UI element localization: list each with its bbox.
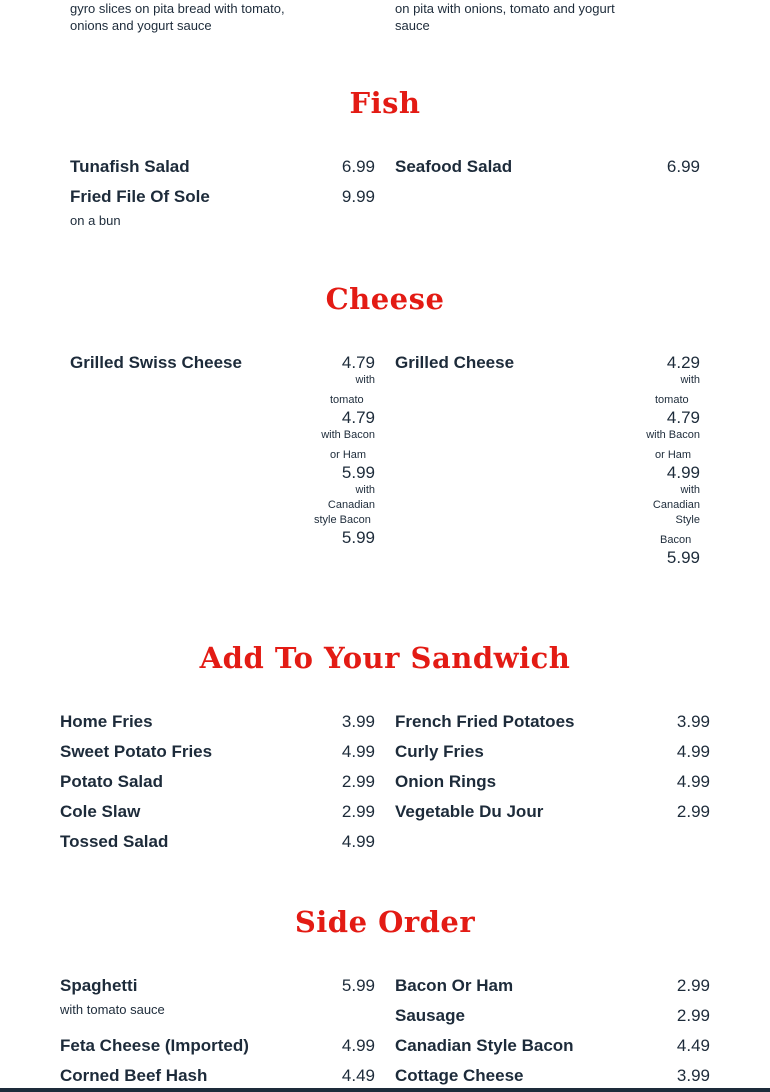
menu-item-price: 4.79 — [341, 353, 375, 372]
menu-item-description: with tomato sauce — [60, 1002, 165, 1017]
menu-item-name: Corned Beef Hash — [60, 1066, 208, 1085]
option-label: with Bacon — [646, 429, 700, 441]
option-price: 4.99 — [666, 463, 700, 482]
menu-item-price: 3.99 — [676, 712, 710, 731]
menu-item-price: 4.99 — [676, 742, 710, 761]
menu-item-price: 6.99 — [341, 157, 375, 176]
option-price: 5.99 — [341, 463, 375, 482]
cheese-left-price-column — [295, 353, 375, 548]
menu-item-name: Onion Rings — [395, 772, 497, 791]
menu-item-description: on a bun — [70, 213, 121, 228]
menu-item-price: 2.99 — [676, 802, 710, 821]
menu-item-name: Sausage — [395, 1006, 465, 1025]
option-label: with Bacon — [321, 429, 375, 441]
menu-item-name: Home Fries — [60, 712, 153, 731]
menu-item-name: Cole Slaw — [60, 802, 141, 821]
option-label: Style — [675, 514, 700, 526]
menu-item-name: Grilled Cheese — [395, 353, 515, 372]
menu-item-price: 2.99 — [676, 976, 710, 995]
menu-item-price: 2.99 — [676, 1006, 710, 1025]
side-order-heading: Side Order — [294, 905, 476, 939]
menu-item-name: Seafood Salad — [395, 157, 513, 176]
option-label: tomato — [655, 394, 689, 406]
option-label: with — [680, 484, 700, 496]
menu-item-price: 4.49 — [676, 1036, 710, 1055]
menu-item-name: French Fried Potatoes — [395, 712, 575, 731]
option-label: or Ham — [655, 449, 692, 461]
option-label: tomato — [330, 394, 364, 406]
menu-item-price: 5.99 — [341, 976, 375, 995]
menu-item-price: 2.99 — [341, 802, 375, 821]
menu-item-price: 3.99 — [341, 712, 375, 731]
menu-item-name: Bacon Or Ham — [395, 976, 514, 995]
option-label: with — [680, 374, 700, 386]
menu-item-price: 9.99 — [341, 187, 375, 206]
option-price: 4.79 — [666, 408, 700, 427]
option-label: style Bacon — [314, 514, 371, 526]
menu-item-price: 2.99 — [341, 772, 375, 791]
option-price: 5.99 — [341, 528, 375, 547]
menu-item-price: 3.99 — [676, 1066, 710, 1085]
fish-heading: Fish — [349, 86, 421, 120]
cheese-heading: Cheese — [325, 282, 445, 316]
cheese-right-price-column — [620, 353, 700, 568]
option-label: Canadian — [327, 499, 375, 511]
menu-item-price: 4.99 — [341, 1036, 375, 1055]
menu-item-name: Grilled Swiss Cheese — [70, 353, 242, 372]
option-label: with — [355, 374, 375, 386]
menu-item-name: Vegetable Du Jour — [395, 802, 544, 821]
menu-item-name: Cottage Cheese — [395, 1066, 524, 1085]
menu-item-name: Fried File Of Sole — [70, 187, 210, 206]
menu-item-name: Tossed Salad — [60, 832, 169, 851]
menu-item-name: Curly Fries — [395, 742, 484, 761]
menu-item-name: Canadian Style Bacon — [395, 1036, 574, 1055]
gyro-description-left: gyro slices on pita bread with tomato, onions and yogurt sauce — [70, 1, 285, 33]
menu-item-name: Sweet Potato Fries — [60, 742, 213, 761]
menu-item-name: Potato Salad — [60, 772, 163, 791]
add-to-sandwich-heading: Add To Your Sandwich — [199, 641, 571, 675]
option-label: Bacon — [660, 534, 692, 546]
menu-item-price: 4.29 — [666, 353, 700, 372]
menu-item-price: 4.99 — [341, 742, 375, 761]
menu-item-price: 6.99 — [666, 157, 700, 176]
menu-item-name: Feta Cheese (Imported) — [60, 1036, 249, 1055]
option-label: or Ham — [330, 449, 367, 461]
menu-item-price: 4.99 — [341, 832, 375, 851]
bottom-divider — [0, 1088, 770, 1092]
menu-item-price: 4.49 — [341, 1066, 375, 1085]
option-label: Canadian — [652, 499, 700, 511]
menu-item-price: 4.99 — [676, 772, 710, 791]
menu-item-name: Tunafish Salad — [70, 157, 190, 176]
option-price: 4.79 — [341, 408, 375, 427]
option-label: with — [355, 484, 375, 496]
menu-item-name: Spaghetti — [60, 976, 138, 995]
gyro-description-right: on pita with onions, tomato and yogurt sauce — [395, 1, 615, 33]
option-price: 5.99 — [666, 548, 700, 567]
